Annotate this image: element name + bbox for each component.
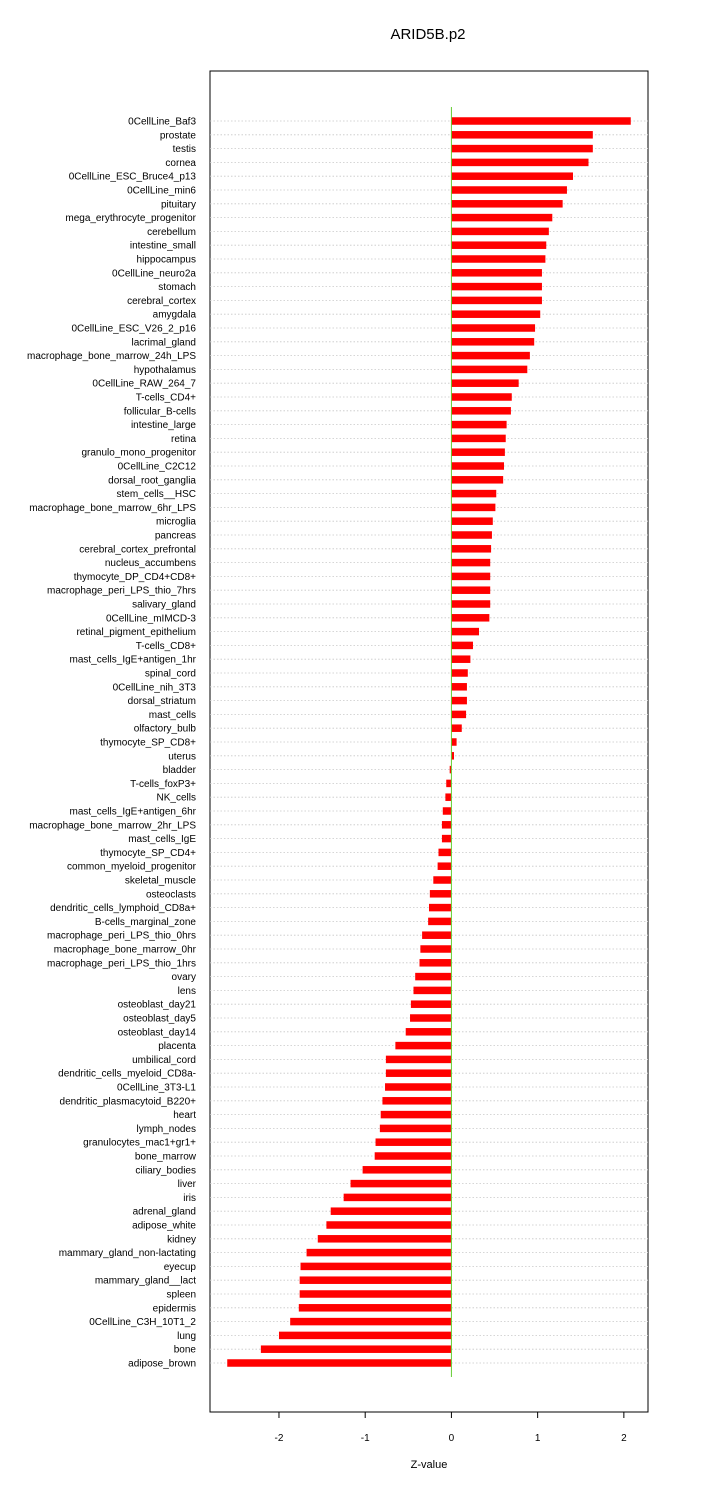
category-label: hypothalamus <box>133 364 196 376</box>
category-label: dorsal_striatum <box>127 696 196 708</box>
bar <box>451 407 510 415</box>
bar <box>451 255 545 263</box>
category-label: common_myeloid_progenitor <box>67 861 196 873</box>
bar <box>433 876 451 884</box>
bar <box>451 724 461 732</box>
category-label: olfactory_bulb <box>133 723 196 735</box>
category-label: macrophage_peri_LPS_thio_1hrs <box>47 958 196 970</box>
category-label: adipose_brown <box>128 1358 196 1370</box>
chart-title: ARID5B.p2 <box>390 26 466 43</box>
bar <box>451 228 548 236</box>
bar <box>395 1042 451 1050</box>
category-label: 0CellLine_ESC_V26_2_p16 <box>71 323 196 335</box>
bar <box>430 890 452 898</box>
category-label: macrophage_bone_marrow_2hr_LPS <box>29 820 196 832</box>
category-label: mega_erythrocyte_progenitor <box>65 213 196 225</box>
category-label: adrenal_gland <box>132 1206 196 1218</box>
category-label: macrophage_peri_LPS_thio_0hrs <box>47 930 196 942</box>
bar <box>451 614 489 622</box>
category-label: thymocyte_DP_CD4+CD8+ <box>73 571 196 583</box>
bar <box>300 1290 452 1298</box>
bar <box>326 1221 451 1229</box>
bar <box>415 973 451 981</box>
category-label: prostate <box>159 130 196 142</box>
category-label: macrophage_bone_marrow_24h_LPS <box>26 351 196 363</box>
x-tick-label: -2 <box>274 1433 284 1444</box>
bar <box>451 172 573 180</box>
category-label: mammary_gland__lact <box>94 1275 196 1287</box>
category-label: 0CellLine_C2C12 <box>117 461 196 473</box>
bar <box>411 1000 452 1008</box>
category-label: macrophage_bone_marrow_6hr_LPS <box>29 502 196 514</box>
bar <box>451 421 506 429</box>
category-label: intestine_large <box>130 420 196 432</box>
bar <box>290 1318 451 1326</box>
bar <box>451 338 534 346</box>
category-label: adipose_white <box>132 1220 196 1232</box>
bar <box>451 393 511 401</box>
category-label: macrophage_peri_LPS_thio_7hrs <box>47 585 196 597</box>
bar <box>451 200 562 208</box>
category-label: thymocyte_SP_CD4+ <box>100 847 196 859</box>
category-label: 0CellLine_mIMCD-3 <box>105 613 196 625</box>
category-label: uterus <box>168 751 196 763</box>
bar <box>451 669 467 677</box>
category-label: pancreas <box>154 530 196 542</box>
bar <box>410 1014 451 1022</box>
bar <box>443 807 452 815</box>
bar <box>451 545 491 553</box>
category-label: bone_marrow <box>134 1151 196 1163</box>
category-label: retina <box>170 433 196 445</box>
bar <box>344 1194 452 1202</box>
bar <box>428 918 451 926</box>
bar <box>381 1111 452 1119</box>
category-label: 0CellLine_nih_3T3 <box>112 682 196 694</box>
bar <box>451 600 490 608</box>
category-label: lacrimal_gland <box>131 337 196 349</box>
bar <box>445 793 451 801</box>
category-label: salivary_gland <box>132 599 196 611</box>
bar <box>442 821 451 829</box>
bar <box>331 1207 452 1215</box>
bar <box>363 1166 452 1174</box>
bar <box>307 1249 452 1257</box>
category-label: amygdala <box>152 309 196 321</box>
x-tick-label: -1 <box>360 1433 370 1444</box>
category-label: stomach <box>158 282 196 294</box>
bar <box>386 1056 452 1064</box>
bar <box>451 504 495 512</box>
category-label: intestine_small <box>129 240 196 252</box>
category-label: 0CellLine_min6 <box>127 185 196 197</box>
category-label: placenta <box>158 1041 196 1053</box>
bar <box>451 297 542 305</box>
bar <box>451 366 527 374</box>
bar <box>451 462 504 470</box>
x-tick-label: 0 <box>448 1433 455 1444</box>
category-label: cerebral_cortex <box>127 295 196 307</box>
category-label: follicular_B-cells <box>123 406 196 418</box>
category-label: T-cells_foxP3+ <box>130 778 196 790</box>
category-label: skeletal_muscle <box>124 875 196 887</box>
bar <box>451 490 496 498</box>
bar <box>227 1359 451 1367</box>
category-label: 0CellLine_ESC_Bruce4_p13 <box>68 171 196 183</box>
bar <box>380 1125 452 1133</box>
bar <box>422 931 451 939</box>
bar <box>451 324 535 332</box>
bar <box>451 379 518 387</box>
category-label: bladder <box>162 765 196 777</box>
category-label: mast_cells_IgE+antigen_1hr <box>69 654 196 666</box>
bar <box>375 1152 452 1160</box>
bar <box>406 1028 452 1036</box>
category-label: mast_cells_IgE <box>128 834 196 846</box>
bar <box>279 1332 451 1340</box>
bar <box>451 586 490 594</box>
category-label: mast_cells <box>148 709 196 721</box>
bar <box>451 241 546 249</box>
bar <box>451 655 470 663</box>
category-label: NK_cells <box>156 792 196 804</box>
category-label: hippocampus <box>136 254 196 266</box>
category-label: 0CellLine_RAW_264_7 <box>92 378 196 390</box>
grid-layer <box>210 121 648 1363</box>
category-label: stem_cells__HSC <box>116 489 196 501</box>
category-label: retinal_pigment_epithelium <box>76 627 196 639</box>
bar <box>451 573 490 581</box>
bar <box>451 145 592 153</box>
x-axis <box>275 1412 628 1444</box>
category-label: microglia <box>155 516 196 528</box>
category-label: T-cells_CD4+ <box>135 392 196 404</box>
category-label: 0CellLine_3T3-L1 <box>117 1082 196 1094</box>
bar <box>451 131 592 139</box>
bar <box>413 987 451 995</box>
x-tick-label: 1 <box>534 1433 541 1444</box>
category-label: mast_cells_IgE+antigen_6hr <box>69 806 196 818</box>
category-label: granulo_mono_progenitor <box>81 447 196 459</box>
bar <box>318 1235 452 1243</box>
category-label: dendritic_plasmacytoid_B220+ <box>59 1096 196 1108</box>
bar <box>299 1304 452 1312</box>
bar <box>451 310 540 318</box>
category-label: bone <box>173 1344 196 1356</box>
category-label: osteoclasts <box>145 889 196 901</box>
category-label: pituitary <box>160 199 196 211</box>
category-label: osteoblast_day14 <box>117 1027 196 1039</box>
category-label: cerebral_cortex_prefrontal <box>79 544 196 556</box>
category-label: 0CellLine_Baf3 <box>128 116 196 128</box>
bar <box>451 269 542 277</box>
category-label: kidney <box>167 1234 196 1246</box>
bar <box>451 531 492 539</box>
category-label: spleen <box>166 1289 196 1301</box>
category-label: 0CellLine_neuro2a <box>112 268 196 280</box>
bar <box>451 559 490 567</box>
bar <box>420 945 451 953</box>
category-labels <box>27 117 197 1370</box>
bar <box>451 214 552 222</box>
category-label: lung <box>177 1330 196 1342</box>
bar <box>420 959 452 967</box>
category-label: iris <box>183 1192 196 1204</box>
category-label: T-cells_CD8+ <box>135 640 196 652</box>
bar <box>386 1069 452 1077</box>
category-label: mammary_gland_non-lactating <box>58 1248 196 1260</box>
category-label: umbilical_cord <box>132 1054 196 1066</box>
bar <box>442 835 451 843</box>
x-tick-label: 2 <box>621 1433 627 1444</box>
bar <box>451 517 492 525</box>
bar <box>385 1083 451 1091</box>
bar <box>382 1097 451 1105</box>
category-label: cornea <box>165 157 196 169</box>
bar <box>451 628 479 636</box>
category-label: heart <box>173 1110 196 1122</box>
category-label: macrophage_bone_marrow_0hr <box>53 944 196 956</box>
category-label: granulocytes_mac1+gr1+ <box>83 1137 196 1149</box>
category-label: thymocyte_SP_CD8+ <box>100 737 196 749</box>
x-axis-title: Z-value <box>410 1459 448 1471</box>
bar <box>451 642 473 650</box>
category-label: eyecup <box>163 1261 196 1273</box>
category-label: liver <box>177 1179 196 1191</box>
category-label: B-cells_marginal_zone <box>94 916 196 928</box>
category-label: osteoblast_day21 <box>117 999 196 1011</box>
category-label: lymph_nodes <box>136 1123 196 1135</box>
category-label: ovary <box>171 972 196 984</box>
bar <box>451 435 505 443</box>
bar <box>451 683 467 691</box>
category-label: testis <box>172 144 196 156</box>
bar <box>451 352 529 360</box>
bar <box>446 780 451 788</box>
bar <box>451 159 588 167</box>
bar <box>300 1276 452 1284</box>
bar <box>451 711 466 719</box>
category-label: dorsal_root_ganglia <box>108 475 196 487</box>
bar <box>438 862 452 870</box>
bar <box>451 117 630 125</box>
category-label: dendritic_cells_lymphoid_CD8a+ <box>50 903 196 915</box>
bar <box>261 1345 452 1353</box>
bar <box>451 476 503 484</box>
bar <box>451 448 504 456</box>
category-label: spinal_cord <box>144 668 196 680</box>
bar <box>451 186 567 194</box>
category-label: epidermis <box>152 1303 196 1315</box>
category-label: 0CellLine_C3H_10T1_2 <box>89 1317 196 1329</box>
bar <box>451 738 456 746</box>
category-label: lens <box>177 985 196 997</box>
category-label: ciliary_bodies <box>135 1165 196 1177</box>
bar <box>451 697 467 705</box>
bar <box>438 849 451 857</box>
bar <box>429 904 451 912</box>
category-label: nucleus_accumbens <box>104 558 196 570</box>
bar <box>301 1263 452 1271</box>
bar <box>376 1138 452 1146</box>
category-label: osteoblast_day5 <box>123 1013 196 1025</box>
category-label: dendritic_cells_myeloid_CD8a- <box>58 1068 196 1080</box>
bar <box>451 283 542 291</box>
bar <box>351 1180 452 1188</box>
category-label: cerebellum <box>147 226 196 238</box>
